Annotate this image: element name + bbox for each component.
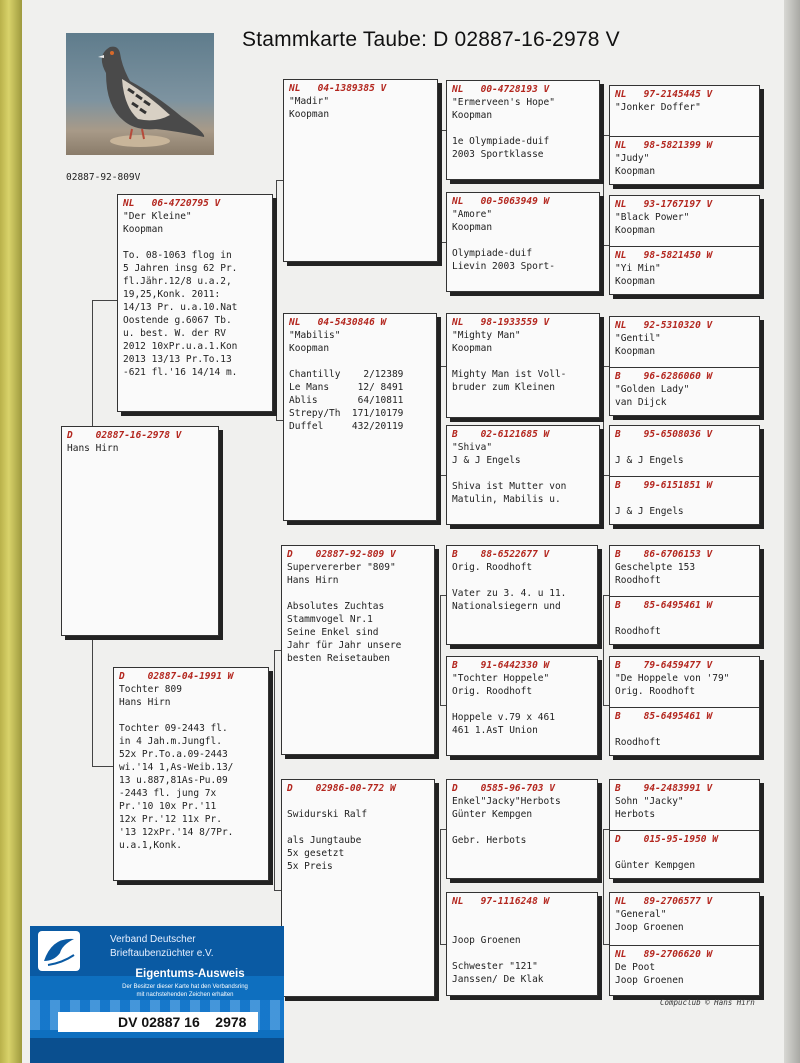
pedigree-text-line: Enkel"Jacky"Herbots	[452, 796, 561, 807]
pedigree-text-line	[287, 587, 429, 600]
grandparent-box	[283, 79, 438, 262]
ancestor-dam	[610, 246, 759, 290]
pedigree-text-line: "Amore"	[452, 209, 493, 220]
pedigree-text-line: wi.'14 1,As-Weib.13/	[119, 762, 234, 773]
ring-number: D 02887-16-2978 V	[67, 430, 182, 441]
pedigree-text-line: "Gentil"	[615, 333, 661, 344]
pedigree-text-line: Roodhoft	[615, 626, 661, 637]
ancestor-pair-box	[609, 425, 760, 525]
connector-line	[603, 595, 604, 705]
card-org-line1: Verband Deutscher	[110, 934, 196, 945]
ring-number: D 02887-04-1991 W	[119, 671, 234, 682]
pedigree-text-line	[452, 574, 592, 587]
pedigree-text-line: Roodhoft	[615, 575, 661, 586]
pedigree-text-line	[289, 355, 431, 368]
pedigree-text-line: Günter Kempgen	[452, 809, 533, 820]
ancestor-dam	[610, 367, 759, 411]
pedigree-text-line: Joop Groenen	[615, 922, 684, 933]
great-grandparent-box	[446, 192, 600, 292]
pedigree-text-line: Joop Groenen	[452, 935, 521, 946]
pedigree-text-line: "Yi Min"	[615, 263, 661, 274]
ancestor-pair-box	[609, 85, 760, 185]
grandparent-box	[283, 313, 437, 521]
pedigree-text-line: Herbots	[615, 809, 656, 820]
ring-number: B 02-6121685 W	[452, 429, 550, 440]
pedigree-text-line: Nationalsiegern und	[452, 601, 561, 612]
pedigree-text-line: als Jungtaube	[287, 835, 362, 846]
ring-number: D 02986-00-772 W	[287, 783, 396, 794]
pedigree-text-line	[615, 723, 754, 736]
pedigree-text-line: Roodhoft	[615, 737, 661, 748]
ancestor-pair-box	[609, 892, 760, 996]
pedigree-text-line: in 4 Jah.m.Jungfl.	[119, 736, 222, 747]
ancestor-dam	[610, 707, 759, 751]
pedigree-text-line: Seine Enkel sind	[287, 627, 379, 638]
pedigree-text-line: 19,25,Konk. 2011:	[123, 289, 221, 300]
ring-number: NL 97-1116248 W	[452, 896, 550, 907]
pigeon-icon	[66, 33, 214, 155]
pedigree-text-line: To. 08-1063 flog in	[123, 250, 232, 261]
pedigree-text-line: Orig. Roodhoft	[452, 686, 533, 697]
pedigree-text-line: Janssen/ De Klak	[452, 974, 544, 985]
pedigree-text-line: "Mabilis"	[289, 330, 341, 341]
connector-line	[274, 650, 275, 890]
connector-line	[440, 829, 441, 944]
pedigree-text-line	[287, 795, 429, 808]
ring-number: NL 04-1389385 V	[289, 83, 387, 94]
ancestor-pair-box	[609, 545, 760, 645]
pedigree-text-line	[452, 122, 594, 135]
pedigree-text-line: Absolutes Zuchtas	[287, 601, 385, 612]
card-description-line1: Der Besitzer dieser Karte hat den Verbandsring	[122, 984, 248, 990]
father-box	[117, 194, 273, 412]
subject-pigeon-box	[61, 426, 219, 636]
pedigree-text-line: bruder zum Kleinen	[452, 382, 555, 393]
pedigree-text-line: Pr.'10 10x Pr.'11	[119, 801, 217, 812]
photo-caption: 02887-92-809V	[66, 172, 141, 183]
pedigree-text-line: "Ermerveen's Hope"	[452, 97, 555, 108]
pedigree-text-line: 5 Jahren insg 62 Pr.	[123, 263, 238, 274]
pedigree-text-line	[123, 236, 267, 249]
pedigree-text-line: -2443 fl. jung 7x	[119, 788, 217, 799]
pedigree-text-line: 2013 13/13 Pr.To.13	[123, 354, 232, 365]
pedigree-text-line: "De Hoppele von '79"	[615, 673, 730, 684]
pedigree-text-line: Schwester "121"	[452, 961, 538, 972]
pedigree-text-line: Oostende g.6067 Tb.	[123, 315, 232, 326]
pedigree-text-line: "Golden Lady"	[615, 384, 690, 395]
pedigree-text-line	[452, 921, 592, 934]
pedigree-text-line: Olympiade-duif	[452, 248, 533, 259]
pedigree-text-line: Mighty Man ist Voll-	[452, 369, 567, 380]
ring-number: B 85-6495461 W	[615, 600, 713, 611]
pedigree-text-line	[287, 821, 429, 834]
grandparent-box	[281, 779, 435, 997]
binder-edge	[0, 0, 22, 1063]
pedigree-text-line: "Judy"	[615, 153, 650, 164]
great-grandparent-box	[446, 80, 600, 180]
pedigree-text-line: Shiva ist Mutter von	[452, 481, 567, 492]
pedigree-text-line: "Tochter Hoppele"	[452, 673, 550, 684]
pedigree-text-line: Sohn "Jacky"	[615, 796, 684, 807]
pedigree-text-line: Chantilly 2/12389	[289, 369, 404, 380]
pedigree-text-line: J & J Engels	[615, 506, 684, 517]
great-grandparent-box	[446, 313, 600, 418]
pedigree-text-line: Koopman	[452, 343, 493, 354]
pedigree-text-line	[452, 698, 592, 711]
pedigree-text-line: fl.Jähr.12/8 u.a.2,	[123, 276, 232, 287]
ring-number: B 79-6459477 V	[615, 660, 713, 671]
pedigree-text-line: 12x Pr.'12 11x Pr.	[119, 814, 222, 825]
association-logo-icon	[38, 931, 80, 971]
pedigree-text-line: 2003 Sportklasse	[452, 149, 544, 160]
pedigree-text-line: "Madir"	[289, 96, 330, 107]
pedigree-text-line: Koopman	[615, 346, 656, 357]
pedigree-text-line: Koopman	[615, 166, 656, 177]
pedigree-text-line: Duffel 432/20119	[289, 421, 404, 432]
connector-line	[603, 366, 604, 475]
pedigree-text-line: Koopman	[615, 276, 656, 287]
great-grandparent-box	[446, 425, 600, 525]
great-grandparent-box	[446, 656, 598, 756]
pedigree-text-line: 13 u.887,81As-Pu.09	[119, 775, 228, 786]
ancestor-sire	[610, 657, 759, 700]
pedigree-text-line: Swidurski Ralf	[287, 809, 368, 820]
pedigree-text-line: Lievin 2003 Sport-	[452, 261, 555, 272]
connector-line	[440, 366, 441, 475]
pedigree-text-line: Joop Groenen	[615, 975, 684, 986]
ring-number: NL 06-4720795 V	[123, 198, 221, 209]
ring-number: NL 97-2145445 V	[615, 89, 713, 100]
ancestor-sire	[610, 780, 759, 823]
ring-number: NL 93-1767197 V	[615, 199, 713, 210]
ring-number: NL 89-2706577 V	[615, 896, 713, 907]
ring-number: B 95-6508036 V	[615, 429, 713, 440]
ancestor-dam	[610, 136, 759, 180]
connector-line	[276, 420, 283, 421]
ancestor-pair-box	[609, 656, 760, 756]
pedigree-text-line	[119, 709, 263, 722]
connector-line	[92, 636, 93, 766]
ancestor-dam	[610, 830, 759, 874]
ancestor-dam	[610, 945, 759, 989]
great-grandparent-box	[446, 545, 598, 645]
ring-number: NL 92-5310320 V	[615, 320, 713, 331]
pedigree-text-line: Strepy/Th 171/10179	[289, 408, 404, 419]
pedigree-text-line	[452, 355, 594, 368]
connector-line	[92, 300, 117, 301]
pedigree-text-line: 52x Pr.To.a.09-2443	[119, 749, 228, 760]
pedigree-text-line: Hans Hirn	[119, 697, 171, 708]
pedigree-text-line: De Poot	[615, 962, 656, 973]
ring-number: B 85-6495461 W	[615, 711, 713, 722]
pedigree-text-line	[452, 234, 594, 247]
card-description-line2: mit nachstehenden Zeichen erhalten	[136, 992, 234, 998]
pigeon-photo	[66, 33, 214, 155]
ring-number: NL 04-5430846 W	[289, 317, 387, 328]
pedigree-text-line	[452, 467, 594, 480]
pedigree-text-line	[615, 846, 754, 859]
ring-number: D 0585-96-703 V	[452, 783, 555, 794]
pedigree-text-line: Koopman	[289, 109, 330, 120]
pedigree-text-line: J & J Engels	[452, 455, 521, 466]
card-org-line2: Brieftaubenzüchter e.V.	[110, 948, 214, 959]
pedigree-text-line: Koopman	[123, 224, 164, 235]
ring-number: NL 89-2706620 W	[615, 949, 713, 960]
pedigree-text-line: J & J Engels	[615, 455, 684, 466]
pedigree-text-line: van Dijck	[615, 397, 667, 408]
ring-number: NL 00-4728193 V	[452, 84, 550, 95]
pedigree-text-line: Hoppele v.79 x 461	[452, 712, 555, 723]
ancestor-pair-box	[609, 195, 760, 295]
pedigree-text-line: Vater zu 3. 4. u 11.	[452, 588, 567, 599]
pedigree-text-line: Koopman	[615, 225, 656, 236]
ring-number: B 96-6286060 W	[615, 371, 713, 382]
pedigree-text-line: Günter Kempgen	[615, 860, 696, 871]
pedigree-text-line: u. best. W. der RV	[123, 328, 226, 339]
pedigree-text-line: Hans Hirn	[67, 443, 119, 454]
ancestor-sire	[610, 893, 759, 936]
pedigree-text-line: 5x Preis	[287, 861, 333, 872]
ring-number: B 99-6151851 W	[615, 480, 713, 491]
pedigree-text-line: "Mighty Man"	[452, 330, 521, 341]
ring-number: D 02887-92-809 V	[287, 549, 396, 560]
card-bottom-band	[30, 1038, 284, 1063]
pedigree-text-line: 14/13 Pr. u.a.10.Nat	[123, 302, 238, 313]
sheet-edge	[784, 0, 800, 1063]
pedigree-text-line: "Black Power"	[615, 212, 690, 223]
pedigree-text-line: Stammvogel Nr.1	[287, 614, 373, 625]
page-title: Stammkarte Taube: D 02887-16-2978 V	[242, 28, 620, 51]
ring-number: B 91-6442330 W	[452, 660, 550, 671]
ancestor-dam	[610, 596, 759, 640]
pedigree-text-line: Geschelpte 153	[615, 562, 696, 573]
pedigree-text-line: Hans Hirn	[287, 575, 339, 586]
pedigree-text-line	[615, 612, 754, 625]
ancestor-sire	[610, 426, 759, 469]
ring-number: B 86-6706153 V	[615, 549, 713, 560]
connector-line	[440, 130, 441, 242]
connector-line	[440, 595, 441, 705]
ancestor-pair-box	[609, 779, 760, 879]
connector-line	[92, 766, 113, 767]
footer-credit: Compuclub © Hans Hirn	[660, 998, 755, 1007]
connector-line	[276, 180, 277, 420]
pedigree-text-line: '13 12xPr.'14 8/7Pr.	[119, 827, 234, 838]
grandparent-box	[281, 545, 435, 755]
pedigree-text-line: -621 fl.'16 14/14 m.	[123, 367, 238, 378]
connector-line	[274, 650, 281, 651]
pedigree-text-line: Matulin, Mabilis u.	[452, 494, 561, 505]
pedigree-text-line	[615, 492, 754, 505]
great-grandparent-box	[446, 892, 598, 996]
pedigree-text-line: Orig. Roodhoft	[452, 562, 533, 573]
pedigree-text-line: u.a.1,Konk.	[119, 840, 182, 851]
ancestor-pair-box	[609, 316, 760, 416]
pedigree-text-line: Gebr. Herbots	[452, 835, 527, 846]
pedigree-text-line	[452, 908, 592, 921]
ring-number: NL 98-5821399 W	[615, 140, 713, 151]
ring-number: B 94-2483991 V	[615, 783, 713, 794]
pedigree-text-line: 2012 10xPr.u.a.1.Kon	[123, 341, 238, 352]
pedigree-text-line: 5x gesetzt	[287, 848, 345, 859]
pedigree-text-line: Koopman	[289, 343, 330, 354]
ring-number: D 015-95-1950 W	[615, 834, 718, 845]
pedigree-text-line: "General"	[615, 909, 667, 920]
ring-number: NL 98-5821450 W	[615, 250, 713, 261]
pedigree-text-line: Koopman	[452, 110, 493, 121]
card-ring-number: DV 02887 16 2978	[58, 1012, 258, 1032]
pedigree-text-line: Orig. Roodhoft	[615, 686, 696, 697]
pedigree-text-line: "Shiva"	[452, 442, 493, 453]
pedigree-text-line: 1e Olympiade-duif	[452, 136, 550, 147]
great-grandparent-box	[446, 779, 598, 879]
ring-number: B 88-6522677 V	[452, 549, 550, 560]
ownership-card	[30, 926, 284, 1063]
pedigree-text-line: "Jonker Doffer"	[615, 102, 701, 113]
mother-box	[113, 667, 269, 881]
pedigree-text-line: Tochter 809	[119, 684, 182, 695]
connector-line	[276, 180, 283, 181]
ancestor-sire	[610, 546, 759, 589]
pedigree-text-line: Jahr für Jahr unsere	[287, 640, 402, 651]
pedigree-text-line: 461 1.AsT Union	[452, 725, 538, 736]
pedigree-text-line: "Der Kleine"	[123, 211, 192, 222]
pedigree-text-line	[452, 821, 592, 834]
connector-line	[92, 300, 93, 426]
pedigree-text-line	[615, 441, 754, 454]
ring-number: NL 00-5063949 W	[452, 196, 550, 207]
pedigree-text-line: besten Reisetauben	[287, 653, 390, 664]
ancestor-sire	[610, 317, 759, 360]
pedigree-text-line: Le Mans 12/ 8491	[289, 382, 404, 393]
pedigree-text-line: Koopman	[452, 222, 493, 233]
connector-line	[274, 890, 281, 891]
connector-line	[603, 829, 604, 944]
ring-number: NL 98-1933559 V	[452, 317, 550, 328]
pedigree-text-line: Supervererber "809"	[287, 562, 396, 573]
card-heading: Eigentums-Ausweis	[135, 968, 245, 980]
ancestor-sire	[610, 196, 759, 239]
connector-line	[603, 135, 604, 245]
pedigree-text-line: Ablis 64/10811	[289, 395, 404, 406]
ancestor-sire	[610, 86, 759, 116]
ancestor-dam	[610, 476, 759, 520]
pedigree-text-line: Tochter 09-2443 fl.	[119, 723, 228, 734]
pedigree-text-line	[452, 947, 592, 960]
